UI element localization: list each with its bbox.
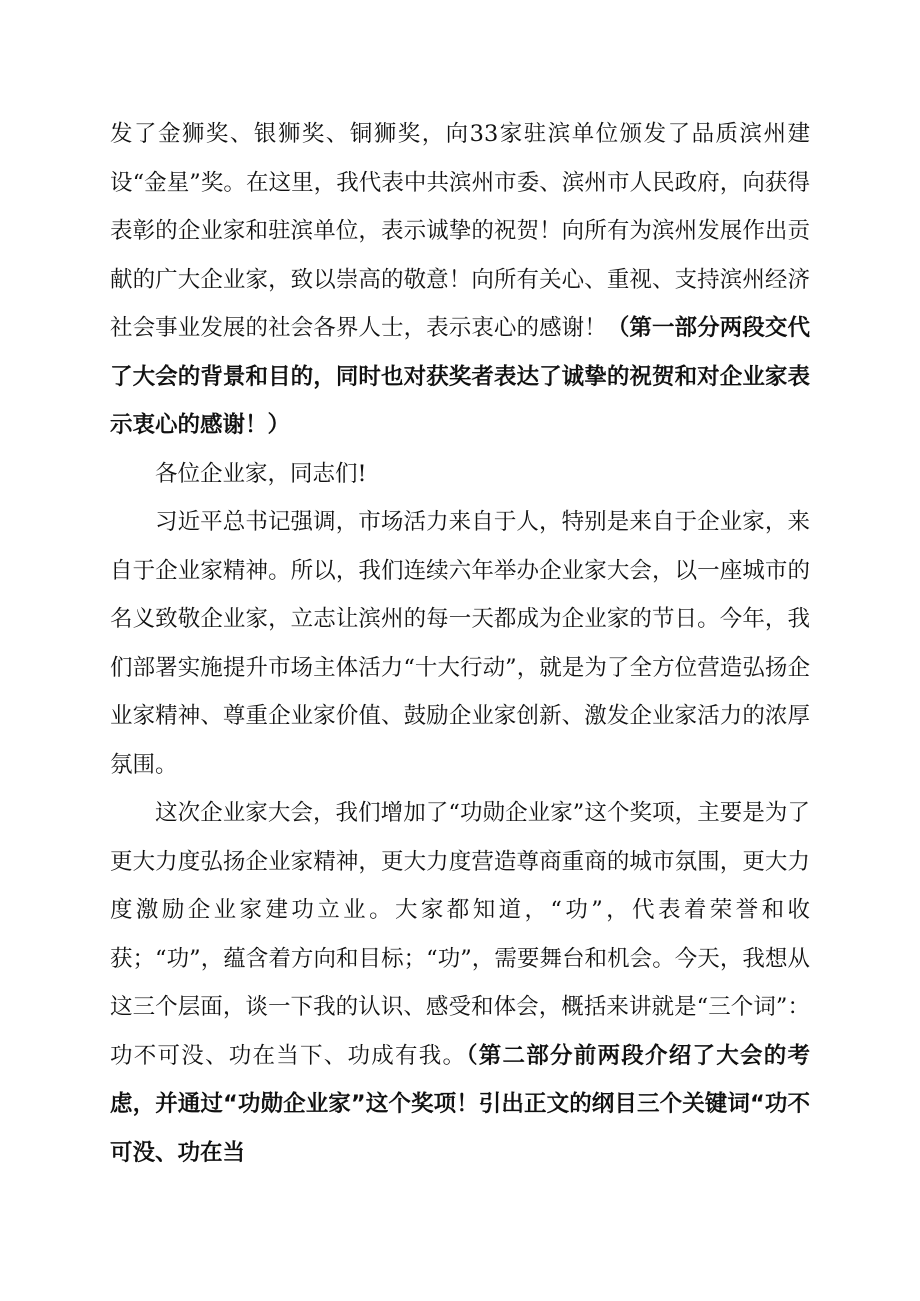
paragraph — [110, 789, 810, 1177]
paragraph-continuation — [110, 110, 810, 450]
paragraph-text: 这次企业家大会，我们增加了“功勋企业家”这个奖项，主要是为了更大力度弘扬企业家精神，更大力度营造尊商重商的城市氛围，更大力度激励企业家建功立业。大家都知道，“功”，代表着荣誉和收获；“功”，蕴含着方向和目标；“功”，需要舞台和机会。今天，我想从这三个层面，谈一下我的认识、感受和体会，概括来讲就是“三个词”：功不可没、功在当下、功成有我。 — [110, 800, 810, 1069]
editor-note: （第一部分两段交代了大会的背景和目的，同时也对获奖者表达了诚挚的祝贺和对企业家表示衷心的感谢！） — [110, 315, 810, 438]
editor-note: （第二部分前两段介绍了大会的考虑，并通过“功勋企业家”这个奖项！引出正文的纲目三个关键词“功不可没、功在当 — [110, 1042, 810, 1166]
salutation: 各位企业家，同志们! — [155, 460, 367, 487]
paragraph: 习近平总书记强调，市场活力来自于人，特别是来自于企业家，来自于企业家精神。所以，我们连续六年举办企业家大会，以一座城市的名义致敬企业家，立志让滨州的每一天都成为企业家的节日。今年，我们部署实施提升市场主体活力“十大行动”，就是为了全方位营造弘扬企业家精神、尊重企业家价值、鼓励企业家创新、激发企业家活力的浓厚氛围。 — [110, 509, 810, 778]
paragraph-text: 发了金狮奖、银狮奖、铜狮奖，向33家驻滨单位颁发了品质滨州建设“金星”奖。在这里，我代表中共滨州市委、滨州市人民政府，向获得表彰的企业家和驻滨单位，表示诚挚的祝贺！向所有为滨州发展作出贡献的广大企业家，致以崇高的敬意！向所有关心、重视、支持滨州经济社会事业发展的社会各界人士，表示衷心的感谢！ — [110, 121, 810, 341]
document-page — [110, 110, 810, 1177]
